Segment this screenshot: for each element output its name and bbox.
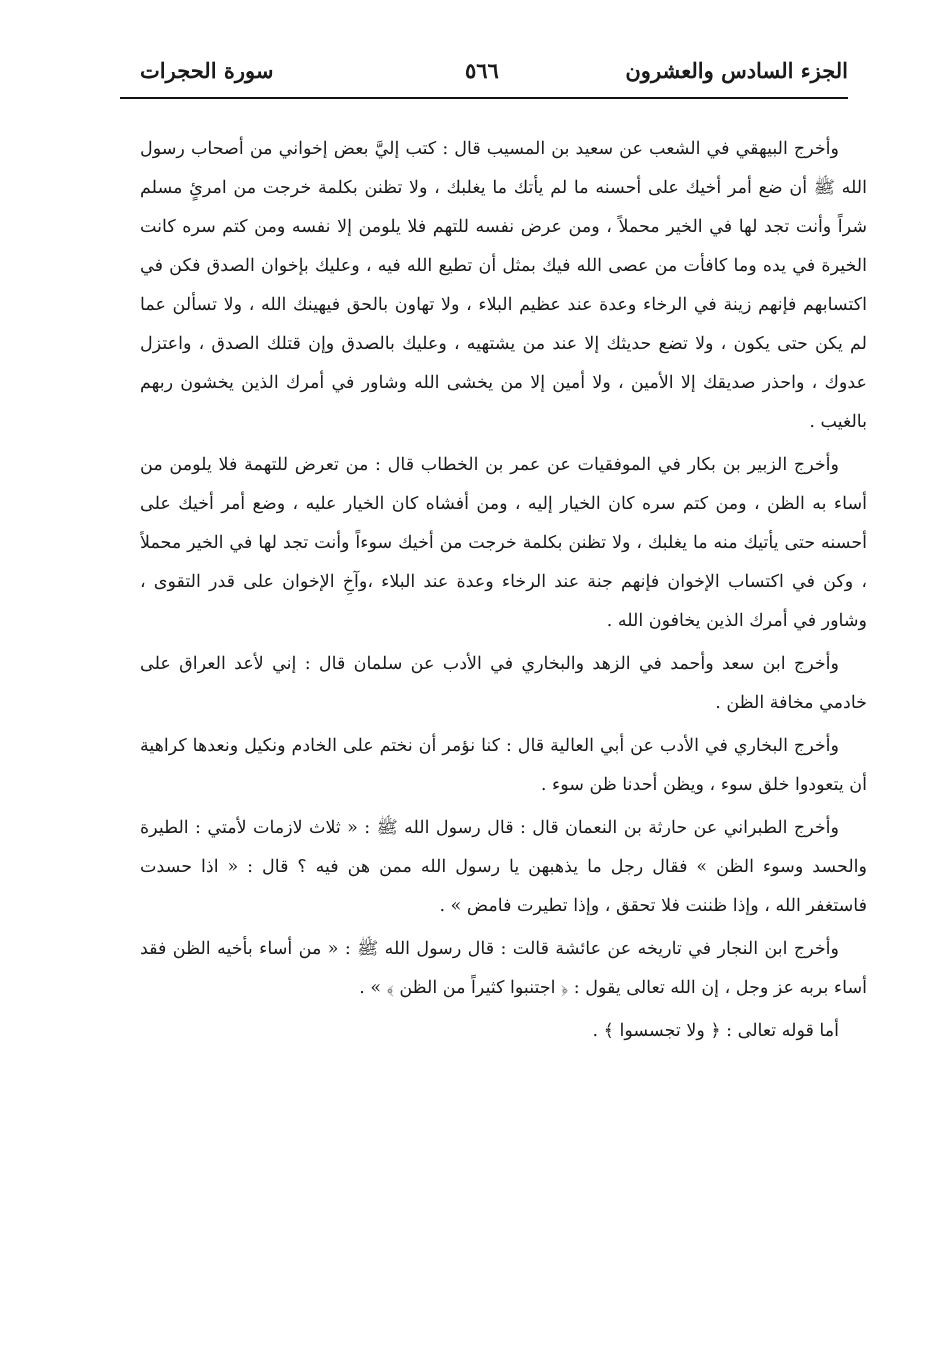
paragraph-bukhari: وأخرج البخاري في الأدب عن أبي العالية قال : كنا نؤمر أن نختم على الخادم ونكيل ونعدها كراهية أن يتعودوا خلق سوء ، ويظن أحدنا ظن سوء . (140, 736, 867, 795)
header-divider (120, 97, 848, 99)
paragraph-tabarani: وأخرج الطبراني عن حارثة بن النعمان قال : قال رسول الله ﷺ : « ثلاث لازمات لأمتي : الطيرة والحسد وسوء الظن » فقال رجل ما يذهبهن يا رسول الله ممن هن فيه ؟ قال : « اذا حسدت فاستغفر الله ، وإذا ظننت فلا تحقق ، وإذا تطيرت فامض » . (140, 818, 867, 916)
main-text (140, 130, 867, 1280)
page-header (120, 52, 848, 98)
surah-label: سورة الحجرات (140, 58, 274, 83)
paragraph-ibn-najjar: وأخرج ابن النجار في تاريخه عن عائشة قالت : قال رسول الله ﷺ : « من أساء بأخيه الظن فقد أساء بربه عز وجل ، إن الله تعالى يقول : ﴿ اجتنبوا كثيراً من الظن ﴾ » . (140, 939, 867, 998)
juz-label: الجزء السادس والعشرون (625, 58, 848, 83)
paragraph-zubair: وأخرج الزبير بن بكار في الموفقيات عن عمر بن الخطاب قال : من تعرض للتهمة فلا يلومن من أساء به الظن ، ومن كتم سره كان الخيار إليه ، ومن أفشاه كان الخيار عليه ، وضع أمر أخيك على أحسنه حتى يأتيك منه ما يغلبك ، ولا تظنن بكلمة خرجت من أخيك سوءاً وأنت تجد لها في الخير محملاً ، وكن في اكتساب الإخوان فإنهم جنة عند الرخاء وعدة عند البلاء ،وآخِ الإخوان على قدر التقوى ، وشاور في أمرك الذين يخافون الله . (140, 455, 867, 631)
paragraph-bayhaqi: وأخرج البيهقي في الشعب عن سعيد بن المسيب قال : كتب إليَّ بعض إخواني من أصحاب رسول الله ﷺ أن ضع أمر أخيك على أحسنه ما لم يأتك ما يغلبك ، ولا تظنن بكلمة خرجت من امرئٍ مسلم شراً وأنت تجد لها في الخير محملاً ، ومن عرض نفسه للتهم فلا يلومن إلا نفسه ومن كتم سره كانت الخيرة في يده وما كافأت من عصى الله فيك بمثل أن تطيع الله فيه ، وعليك بإخوان الصدق فكن في اكتسابهم فإنهم زينة في الرخاء وعدة عند عظيم البلاء ، ولا تهاون بالحق فيهينك الله ، ولا تسألن عما لم يكن حتى يكون ، ولا تضع حديثك إلا عند من يشتهيه ، وعليك بالصدق وإن قتلك الصدق ، واعتزل عدوك ، واحذر صديقك إلا الأمين ، ولا أمين إلا من يخشى الله وشاور في أمرك الذين يخشون ربهم بالغيب . (140, 139, 867, 432)
paragraph-ibn-saad: وأخرج ابن سعد وأحمد في الزهد والبخاري في الأدب عن سلمان قال : إني لأعد العراق على خادمي مخافة الظن . (140, 654, 867, 713)
paragraph-verse: أما قوله تعالى : ﴿ ولا تجسسوا ﴾ . (592, 1021, 839, 1041)
page-number: ٥٦٦ (465, 58, 499, 83)
